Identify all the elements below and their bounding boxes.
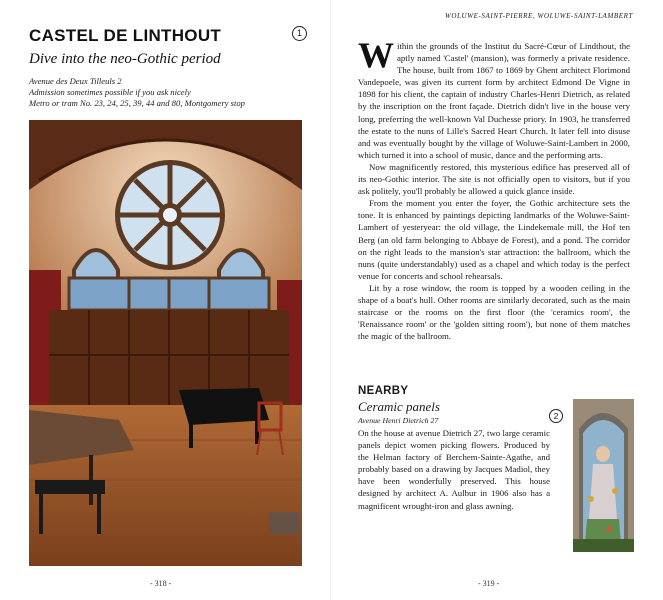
main-text <box>358 35 630 342</box>
paragraph-2: Now magnificently restored, this mysterious edifice has preserved all of its neo-Gothic interior. The site is not officially open to visitors, but if you ask politely, you'll probably be allowed a quick glance inside. <box>358 161 630 197</box>
running-head: WOLUWE-SAINT-PIERRE, WOLUWE-SAINT-LAMBERT <box>444 12 633 20</box>
nearby-title: Ceramic panels <box>358 399 440 414</box>
page-title: CASTEL DE LINTHOUT <box>29 26 222 45</box>
paragraph-1 <box>358 35 630 161</box>
info-address: Avenue des Deux Tilleuls 2 <box>29 76 122 86</box>
page-subtitle: Dive into the neo-Gothic period <box>29 51 221 67</box>
ballroom-photo <box>29 120 302 566</box>
folio-left: - 318 - <box>150 579 172 588</box>
dropcap: W <box>358 35 394 75</box>
title-row <box>29 26 307 48</box>
info-transport: Metro or tram No. 23, 24, 25, 39, 44 and 80, Montgomery stop <box>29 98 245 109</box>
folio-right: - 319 - <box>478 579 500 588</box>
paragraph-3: From the moment you enter the foyer, the Gothic architecture sets the tone. It is enhanced by paintings depicting landmarks of the Woluwe-Saint-Lambert of yesteryear: the old village, the Lindekemale mill, the Hof ten Berg (an old farm belonging to Abbaye de Forest), and a pond. The corridor on the right leads to the mansion's star attraction: the ballroom, which the nuns (quite understandably) used as a chapel and which today is the perfect venue for concerts and school rehearsals. <box>358 198 630 281</box>
practical-info <box>29 76 245 110</box>
paragraph-1-text: ithin the grounds of the Institut du Sacré-Cœur of Lindthout, the aptly named 'Castel' (mansion), was formerly a private residence. The house, built from 1867 to 1869 by Ghent architect Florimond Vandepoele, was given its current form by architect Edmond De Vigne in 1898 for his client, the captain of industry Charles-Henri Dietrich, as related by the inscription on the front façade. Dietrich didn't live in the house very long, preferring the well-known Val Duchesse priory. In 1903, he transferred the estate to the nuns of Lille's Sacred Heart Church. It later fell into disuse and was eventually bought by the village of Woluwe-Saint-Lambert in 2000, which turned it into a school of music, dance and the performing arts. <box>358 41 630 160</box>
nearby-address: Avenue Henri Dietrich 27 <box>358 416 439 425</box>
entry-number-badge: 1 <box>292 26 307 41</box>
right-page <box>332 0 663 600</box>
left-page <box>0 0 331 600</box>
paragraph-4: Lit by a rose window, the room is topped by a wooden ceiling in the shape of a boat's hull. Other rooms are similarly decorated, such as the main staircase or the rooms on the first floor (the 'ceramics room', the 'Renaissance room' or the 'golden sitting room'), but none of them matches the magic of the ballroom. <box>358 282 630 342</box>
nearby-number-badge: 2 <box>549 409 563 423</box>
ceramic-panel-photo <box>573 399 634 552</box>
info-admission: Admission sometimes possible if you ask nicely <box>29 87 191 98</box>
nearby-text: On the house at avenue Dietrich 27, two large ceramic panels depict women picking flowers. Produced by the Helman factory of Berchem-Sainte-Agathe, and probably based on a drawing by Jacques Madiol, they have been wonderfully preserved. This house designed by architect A. Aulbur in 1906 also has a magnificent wrought-iron and glass awning. <box>358 428 550 511</box>
nearby-label: NEARBY <box>358 385 409 397</box>
